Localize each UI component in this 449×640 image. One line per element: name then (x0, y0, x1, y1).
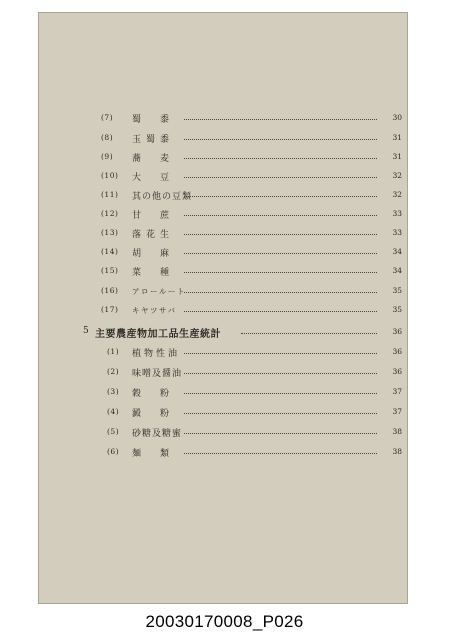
entry-title: 落花生 (132, 230, 175, 240)
entry-number: (7) (101, 113, 114, 122)
toc-entry (39, 365, 409, 379)
page-number: 31 (392, 133, 402, 142)
page-number: 30 (392, 113, 402, 122)
dot-leader (184, 373, 377, 374)
entry-title: 蕎 麦 (132, 154, 175, 164)
entry-number: (1) (107, 347, 120, 356)
page-number: 35 (392, 305, 402, 314)
toc-entry (39, 111, 409, 125)
dot-leader (184, 139, 377, 140)
dot-leader (184, 272, 377, 273)
toc-entry (39, 245, 409, 259)
entry-title: アロールート (132, 287, 186, 296)
toc-entry (39, 405, 409, 419)
toc-entry (39, 264, 409, 278)
entry-number: (12) (101, 209, 119, 218)
image-caption: 20030170008_P026 (145, 612, 304, 631)
toc-entry (39, 207, 409, 221)
toc-section-heading (39, 325, 409, 339)
toc-entry (39, 169, 409, 183)
entry-number: (5) (107, 427, 120, 436)
page-number: 38 (392, 427, 402, 436)
dot-leader (184, 119, 377, 120)
entry-number: (4) (107, 407, 120, 416)
entry-title: 砂糖及糖蜜 (132, 429, 183, 439)
toc-entry (39, 345, 409, 359)
dot-leader (184, 234, 377, 235)
dot-leader (184, 311, 377, 312)
page-number: 37 (392, 387, 402, 396)
dot-leader (184, 177, 377, 178)
entry-title: 胡 麻 (132, 249, 175, 259)
dot-leader (184, 413, 377, 414)
page-number: 33 (392, 228, 402, 237)
entry-number: (10) (101, 171, 119, 180)
entry-title: 菜 種 (132, 268, 175, 278)
entry-number: (9) (101, 152, 114, 161)
page-number: 32 (392, 190, 402, 199)
page-number: 36 (392, 327, 402, 336)
entry-number: (16) (101, 286, 119, 295)
section-title: 主要農産物加工品生産統計 (95, 329, 221, 340)
entry-number: (11) (101, 190, 119, 199)
toc-entry (39, 284, 409, 298)
dot-leader (184, 453, 377, 454)
entry-number: (8) (101, 133, 114, 142)
page-number: 36 (392, 367, 402, 376)
page-number: 34 (392, 266, 402, 275)
page-number: 38 (392, 447, 402, 456)
scanned-page (38, 12, 408, 604)
page-number: 31 (392, 152, 402, 161)
toc-entry (39, 385, 409, 399)
toc-entry (39, 150, 409, 164)
dot-leader (184, 292, 377, 293)
dot-leader (184, 215, 377, 216)
entry-number: (13) (101, 228, 119, 237)
toc-entry (39, 445, 409, 459)
entry-number: (15) (101, 266, 119, 275)
dot-leader (241, 333, 377, 334)
entry-title: 澱 粉 (132, 409, 175, 419)
entry-title: 蜀 黍 (132, 115, 175, 125)
entry-title: 大 豆 (132, 173, 175, 183)
dot-leader (184, 353, 377, 354)
page-number: 36 (392, 347, 402, 356)
page-number: 32 (392, 171, 402, 180)
dot-leader (184, 158, 377, 159)
dot-leader (184, 196, 377, 197)
entry-number: (6) (107, 447, 120, 456)
entry-number: (3) (107, 387, 120, 396)
entry-title: キヤツサバ (132, 306, 177, 315)
page-number: 34 (392, 247, 402, 256)
entry-title: 植物性油 (132, 349, 181, 359)
entry-title: 穀 粉 (132, 389, 175, 399)
section-number: 5 (83, 326, 90, 336)
toc-entry (39, 131, 409, 145)
toc-entry (39, 425, 409, 439)
toc-entry (39, 303, 409, 317)
dot-leader (184, 253, 377, 254)
entry-title: 甘 蔗 (132, 211, 175, 221)
entry-number: (2) (107, 367, 120, 376)
page-number: 35 (392, 286, 402, 295)
entry-title: 味噌及醤油 (132, 369, 183, 379)
entry-title: 麺 類 (132, 449, 175, 459)
entry-number: (14) (101, 247, 119, 256)
toc-entry (39, 188, 409, 202)
dot-leader (184, 393, 377, 394)
entry-number: (17) (101, 305, 119, 314)
entry-title: 玉蜀黍 (132, 135, 175, 145)
dot-leader (184, 433, 377, 434)
page-number: 33 (392, 209, 402, 218)
toc-entry (39, 226, 409, 240)
page-number: 37 (392, 407, 402, 416)
entry-title: 其の他の豆類 (132, 192, 193, 202)
